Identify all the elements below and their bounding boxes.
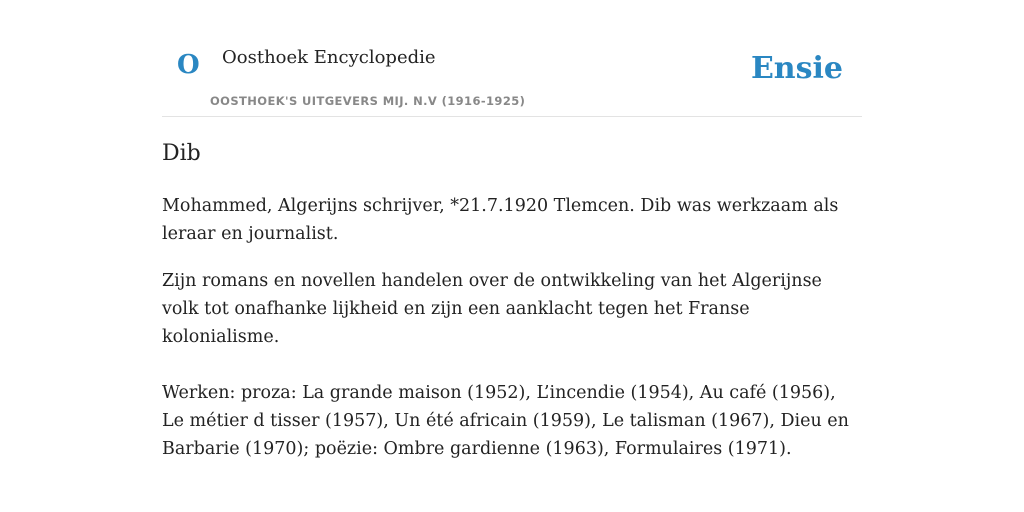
article [162, 138, 862, 463]
article-paragraph: Zijn romans en novellen handelen over de ontwikkeling van het Algerijnse volk tot onafhanke lijkheid en zijn een aanklacht tegen het Franse kolonialisme. [162, 271, 822, 347]
header [162, 0, 862, 117]
article-works-paragraph: Werken: proza: La grande maison (1952), L’incendie (1954), Au café (1956), Le métier d tisser (1957), Un été africain (1959), Le talisman (1967), Dieu en Barbarie (1970); poëzie: Ombre gardienne (1963), Formulaires (1971). [162, 383, 849, 459]
logo-mark[interactable]: O [177, 50, 200, 80]
article-paragraph: Mohammed, Algerijns schrijver, *21.7.1920 Tlemcen. Dib was werkzaam als leraar en journalist. [162, 196, 839, 244]
ensie-logo-link[interactable]: Ensie [750, 51, 843, 86]
publisher-subtitle: OOSTHOEK'S UITGEVERS MIJ. N.V (1916-1925) [210, 94, 526, 108]
site-title[interactable]: Oosthoek Encyclopedie [222, 47, 436, 68]
article-title: Dib [162, 141, 201, 166]
